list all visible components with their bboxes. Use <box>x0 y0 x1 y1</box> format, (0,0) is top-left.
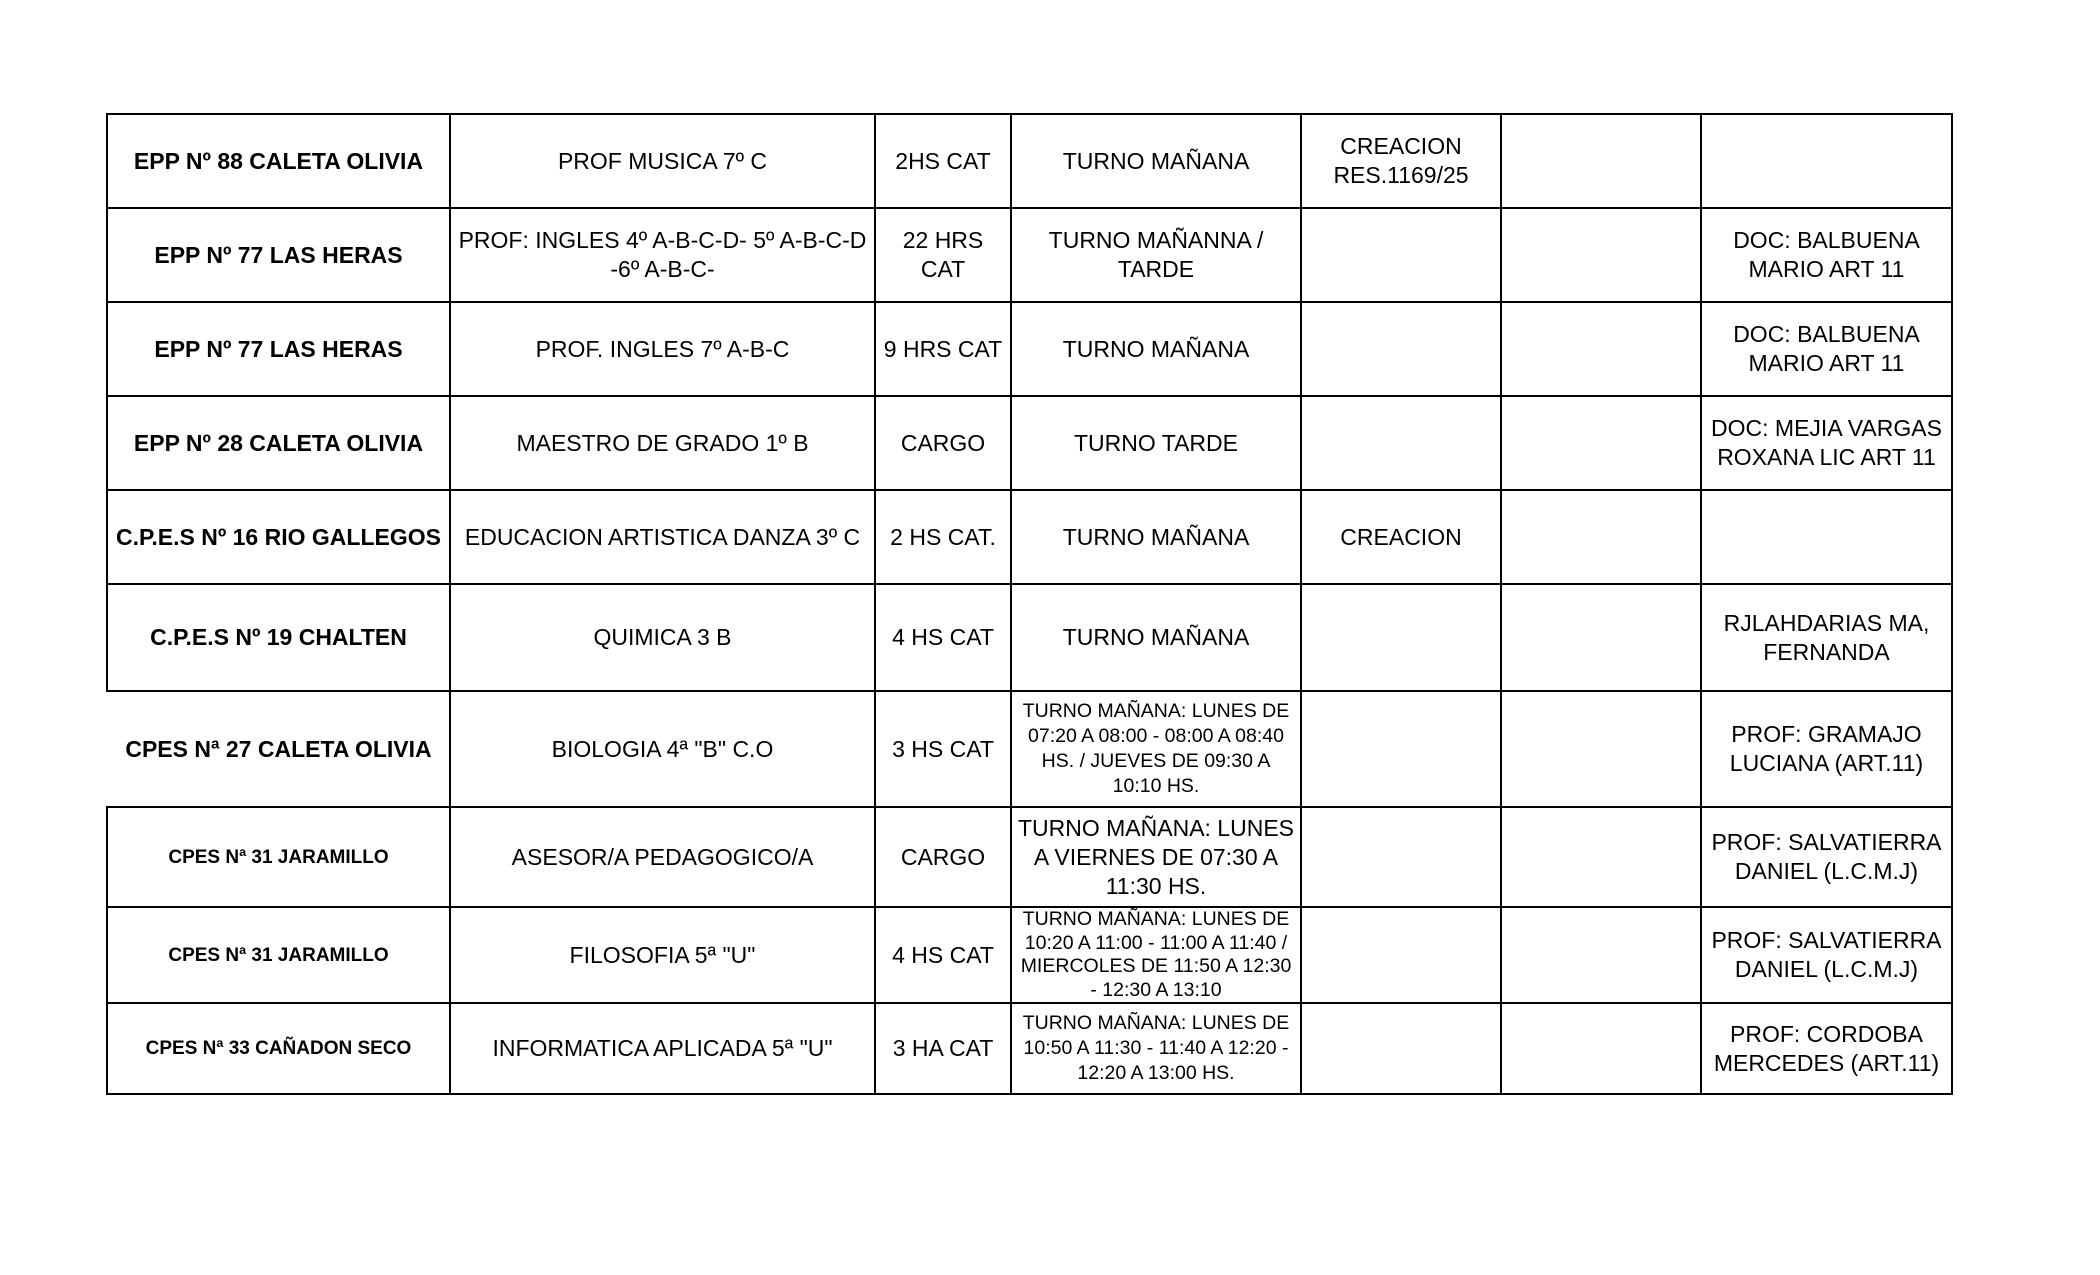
hours-cell: CARGO <box>875 396 1011 490</box>
school-cell: EPP Nº 77 LAS HERAS <box>107 302 450 396</box>
shift-cell: TURNO TARDE <box>1011 396 1301 490</box>
observation-cell <box>1301 907 1501 1003</box>
school-cell: EPP Nº 28 CALETA OLIVIA <box>107 396 450 490</box>
extra-cell <box>1501 302 1701 396</box>
teacher-cell: DOC: MEJIA VARGAS ROXANA LIC ART 11 <box>1701 396 1952 490</box>
table-row <box>107 584 1952 691</box>
position-cell: BIOLOGIA 4ª "B" C.O <box>450 691 875 807</box>
position-cell: INFORMATICA APLICADA 5ª "U" <box>450 1003 875 1094</box>
table-row <box>107 907 1952 1003</box>
hours-cell: 2HS CAT <box>875 114 1011 208</box>
hours-cell: CARGO <box>875 807 1011 907</box>
shift-cell: TURNO MAÑANA: LUNES DE 10:50 A 11:30 - 11:40 A 12:20 - 12:20 A 13:00 HS. <box>1011 1003 1301 1094</box>
extra-cell <box>1501 807 1701 907</box>
extra-cell <box>1501 691 1701 807</box>
teacher-cell <box>1701 114 1952 208</box>
position-cell: MAESTRO DE GRADO 1º B <box>450 396 875 490</box>
shift-cell: TURNO MAÑANNA / TARDE <box>1011 208 1301 302</box>
hours-cell: 4 HS CAT <box>875 584 1011 691</box>
position-cell: FILOSOFIA 5ª "U" <box>450 907 875 1003</box>
hours-cell: 22 HRS CAT <box>875 208 1011 302</box>
shift-cell: TURNO MAÑANA <box>1011 584 1301 691</box>
school-cell: C.P.E.S Nº 16 RIO GALLEGOS <box>107 490 450 584</box>
shift-cell: TURNO MAÑANA <box>1011 490 1301 584</box>
observation-cell <box>1301 302 1501 396</box>
hours-cell: 4 HS CAT <box>875 907 1011 1003</box>
observation-cell <box>1301 691 1501 807</box>
hours-cell: 9 HRS CAT <box>875 302 1011 396</box>
hours-cell: 3 HA CAT <box>875 1003 1011 1094</box>
teacher-cell: PROF: SALVATIERRA DANIEL (L.C.M.J) <box>1701 907 1952 1003</box>
teacher-cell: RJLAHDARIAS MA, FERNANDA <box>1701 584 1952 691</box>
extra-cell <box>1501 114 1701 208</box>
position-cell: EDUCACION ARTISTICA DANZA 3º C <box>450 490 875 584</box>
position-cell: PROF MUSICA 7º C <box>450 114 875 208</box>
extra-cell <box>1501 907 1701 1003</box>
observation-cell <box>1301 208 1501 302</box>
school-cell: CPES Nª 33 CAÑADON SECO <box>107 1003 450 1094</box>
school-cell: CPES Nª 31 JARAMILLO <box>107 907 450 1003</box>
school-cell: EPP Nº 77 LAS HERAS <box>107 208 450 302</box>
shift-cell: TURNO MAÑANA <box>1011 302 1301 396</box>
teacher-cell <box>1701 490 1952 584</box>
position-cell: ASESOR/A PEDAGOGICO/A <box>450 807 875 907</box>
extra-cell <box>1501 584 1701 691</box>
shift-cell: TURNO MAÑANA <box>1011 114 1301 208</box>
extra-cell <box>1501 396 1701 490</box>
teacher-cell: PROF: GRAMAJO LUCIANA (ART.11) <box>1701 691 1952 807</box>
table-row <box>107 208 1952 302</box>
table-row <box>107 691 1952 807</box>
observation-cell <box>1301 807 1501 907</box>
extra-cell <box>1501 208 1701 302</box>
shift-cell: TURNO MAÑANA: LUNES A VIERNES DE 07:30 A 11:30 HS. <box>1011 807 1301 907</box>
teacher-cell: PROF: SALVATIERRA DANIEL (L.C.M.J) <box>1701 807 1952 907</box>
observation-cell <box>1301 396 1501 490</box>
table-row <box>107 114 1952 208</box>
school-cell: C.P.E.S Nº 19 CHALTEN <box>107 584 450 691</box>
table-row <box>107 1003 1952 1094</box>
extra-cell <box>1501 1003 1701 1094</box>
table-row <box>107 490 1952 584</box>
shift-cell: TURNO MAÑANA: LUNES DE 07:20 A 08:00 - 08:00 A 08:40 HS. / JUEVES DE 09:30 A 10:10 HS. <box>1011 691 1301 807</box>
position-cell: PROF: INGLES 4º A-B-C-D- 5º A-B-C-D -6º A-B-C- <box>450 208 875 302</box>
observation-cell: CREACION <box>1301 490 1501 584</box>
observation-cell: CREACION RES.1169/25 <box>1301 114 1501 208</box>
school-cell: EPP Nº 88 CALETA OLIVIA <box>107 114 450 208</box>
vacancy-table <box>106 113 1953 1095</box>
teacher-cell: DOC: BALBUENA MARIO ART 11 <box>1701 208 1952 302</box>
school-cell: CPES Nª 27 CALETA OLIVIA <box>107 691 450 807</box>
hours-cell: 3 HS CAT <box>875 691 1011 807</box>
extra-cell <box>1501 490 1701 584</box>
teacher-cell: DOC: BALBUENA MARIO ART 11 <box>1701 302 1952 396</box>
position-cell: PROF. INGLES 7º A-B-C <box>450 302 875 396</box>
observation-cell <box>1301 1003 1501 1094</box>
observation-cell <box>1301 584 1501 691</box>
hours-cell: 2 HS CAT. <box>875 490 1011 584</box>
table-row <box>107 807 1952 907</box>
teacher-cell: PROF: CORDOBA MERCEDES (ART.11) <box>1701 1003 1952 1094</box>
table-row <box>107 302 1952 396</box>
shift-cell: TURNO MAÑANA: LUNES DE 10:20 A 11:00 - 11:00 A 11:40 / MIERCOLES DE 11:50 A 12:30 - 12:30 A 13:10 <box>1011 907 1301 1003</box>
school-cell: CPES Nª 31 JARAMILLO <box>107 807 450 907</box>
position-cell: QUIMICA 3 B <box>450 584 875 691</box>
table-row <box>107 396 1952 490</box>
